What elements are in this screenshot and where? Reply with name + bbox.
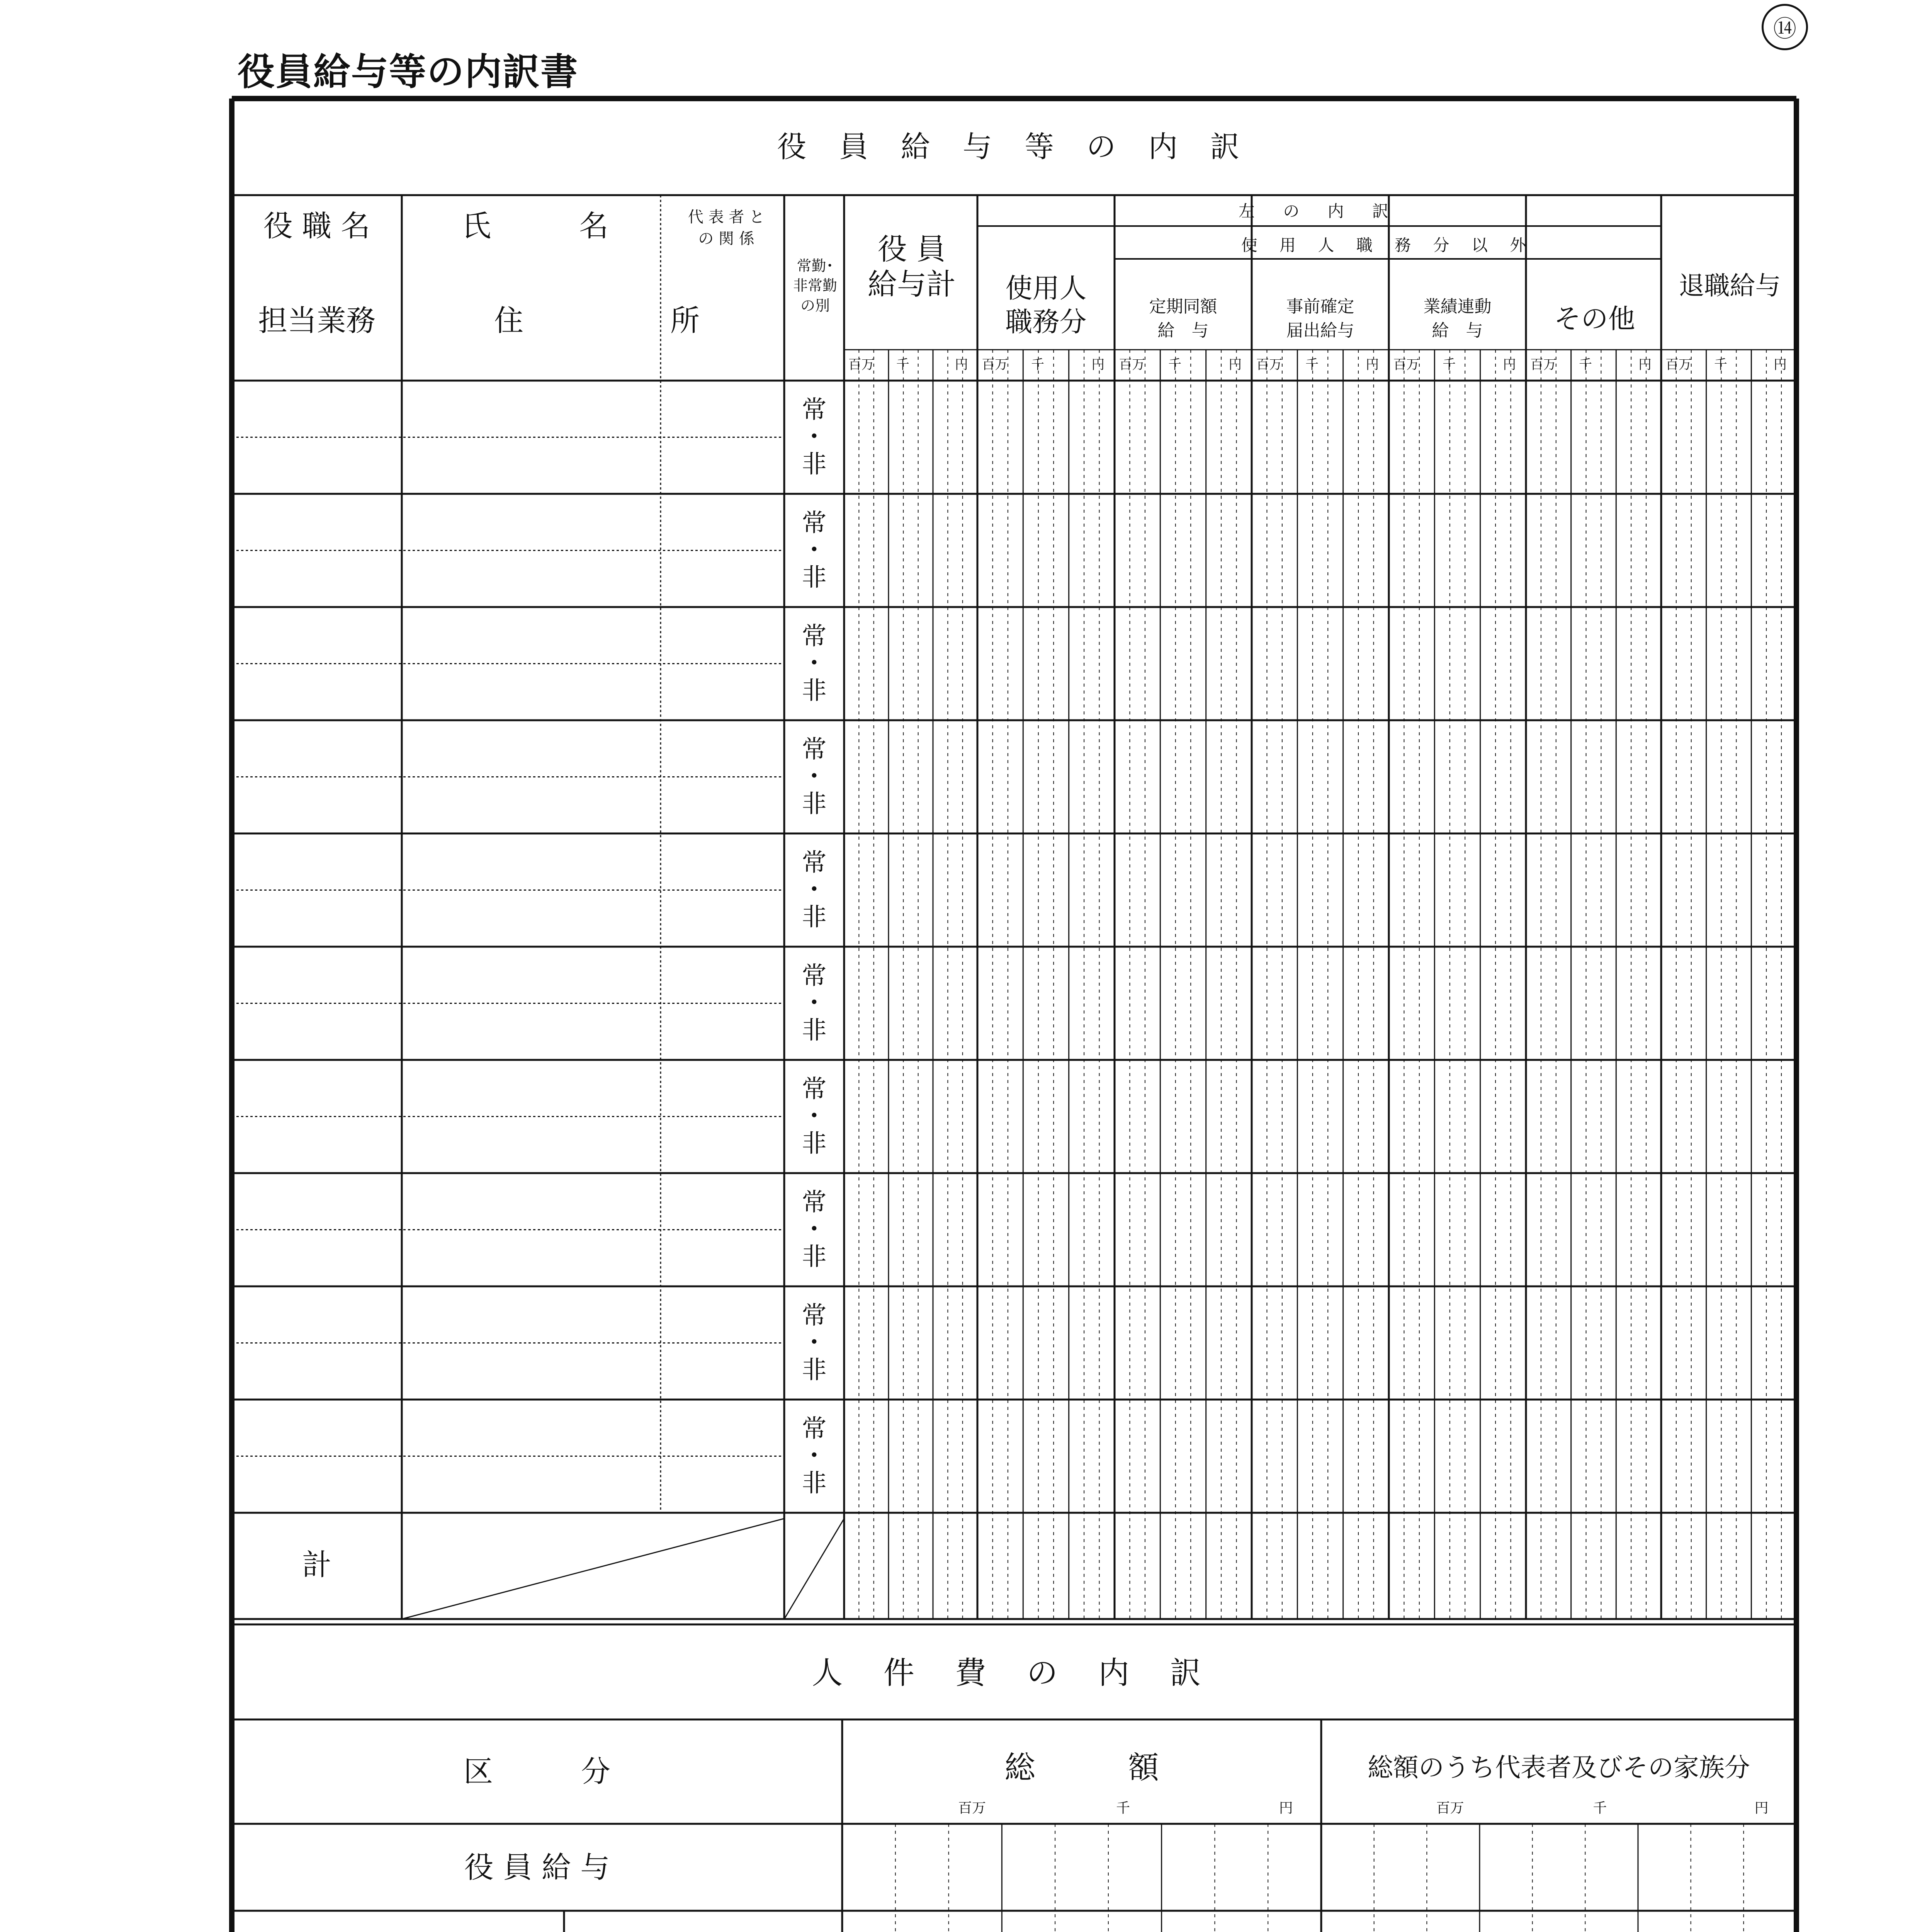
fulltime-mark: 常 ・ 非	[802, 961, 827, 1045]
unit-label: 百万	[958, 1800, 986, 1816]
unit-label: 円	[1774, 357, 1787, 373]
unit-label: 千	[1579, 357, 1592, 373]
unit-label: 千	[1031, 357, 1045, 373]
fulltime-mark: 常 ・ 非	[802, 1188, 827, 1271]
unit-label: 百万	[1256, 357, 1283, 373]
col-header-non-employee: 使 用 人 職 務 分 以 外	[1241, 235, 1535, 255]
unit-label: 百万	[982, 357, 1008, 373]
page-number-badge: ⑭	[1762, 4, 1808, 50]
fulltime-mark: 常 ・ 非	[802, 1075, 827, 1158]
fulltime-mark: 常 ・ 非	[802, 735, 827, 818]
unit-label: 千	[1168, 357, 1182, 373]
col-header-advance-notice-pay: 事前確定 届出給与	[1286, 297, 1354, 340]
col-header-breakdown: 左 の 内 訳	[1238, 202, 1400, 221]
unit-label: 百万	[1393, 357, 1420, 373]
unit-label: 百万	[1665, 357, 1692, 373]
fulltime-mark: 常 ・ 非	[802, 1414, 827, 1498]
unit-label: 円	[1638, 357, 1652, 373]
unit-label: 百万	[1530, 357, 1556, 373]
col-header-relation: 代 表 者 と の 関 係	[688, 208, 765, 248]
unit-label: 円	[1503, 357, 1516, 373]
unit-label: 千	[1443, 357, 1456, 373]
total-diagonal	[402, 1519, 784, 1619]
unit-label: 円	[1754, 1800, 1769, 1816]
unit-label: 千	[896, 357, 909, 373]
unit-label: 百万	[848, 357, 875, 373]
unit-label: 百万	[1119, 357, 1145, 373]
personnel-section-heading: 人 件 費 の 内 訳	[812, 1655, 1217, 1691]
fulltime-mark: 常 ・ 非	[802, 848, 827, 932]
unit-label: 円	[1279, 1800, 1293, 1816]
row-salary-allowance	[564, 1911, 842, 1932]
officer-total-label: 計	[302, 1548, 331, 1582]
col-header-family-portion: 総額のうち代表者及びその家族分	[1368, 1752, 1750, 1782]
col-header-duty: 担当業務	[258, 303, 376, 338]
unit-label: 円	[1366, 357, 1379, 373]
col-header-category: 区 分	[464, 1754, 610, 1789]
col-header-other: その他	[1554, 303, 1635, 335]
total-diagonal	[784, 1519, 844, 1619]
col-header-retirement-pay: 退職給与	[1679, 270, 1781, 301]
fulltime-mark: 常 ・ 非	[802, 1301, 827, 1384]
col-header-officer-pay-total: 役 員 給与計	[868, 231, 956, 301]
row-officer-pay: 役 員 給 与	[464, 1850, 610, 1884]
row-employees	[232, 1911, 564, 1932]
col-header-name: 氏 名	[462, 209, 608, 243]
unit-label: 円	[955, 357, 968, 373]
fulltime-mark: 常 ・ 非	[802, 622, 827, 705]
col-header-fixed-pay: 定期同額 給 与	[1149, 297, 1217, 340]
unit-label: 千	[1116, 1800, 1130, 1816]
fulltime-mark: 常 ・ 非	[802, 509, 827, 592]
unit-label: 千	[1593, 1800, 1607, 1816]
unit-label: 千	[1305, 357, 1319, 373]
col-header-fulltime: 常勤･ 非常勤 の別	[793, 257, 837, 314]
col-header-employee-part: 使用人 職務分	[1005, 272, 1087, 338]
document-title: 役員給与等の内訳書	[238, 50, 578, 94]
col-header-position: 役 職 名	[263, 209, 370, 243]
col-header-total-amount: 総 額	[1004, 1750, 1159, 1786]
unit-label: 千	[1714, 357, 1727, 373]
unit-label: 円	[1229, 357, 1242, 373]
officer-section-heading: 役 員 給 与 等 の 内 訳	[777, 129, 1251, 164]
col-header-address: 住 所	[494, 303, 700, 338]
col-header-performance-pay: 業績連動 給 与	[1423, 297, 1492, 340]
fulltime-mark: 常 ・ 非	[802, 395, 827, 479]
unit-label: 百万	[1436, 1800, 1464, 1816]
unit-label: 円	[1091, 357, 1105, 373]
